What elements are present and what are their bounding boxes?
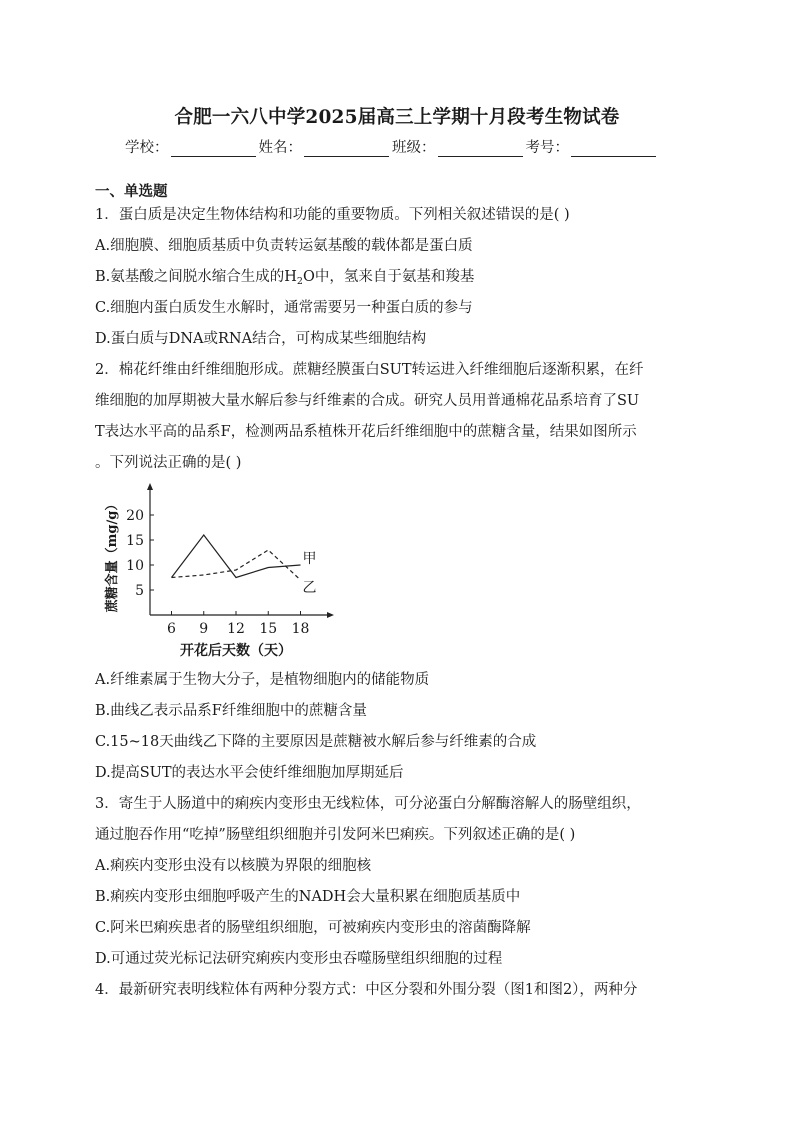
school-blank[interactable]	[171, 140, 256, 157]
series-line-1	[172, 535, 301, 578]
x-tick-label: 12	[227, 621, 245, 637]
series-line-2	[172, 550, 301, 580]
q2-stem-line4: 。下列说法正确的是( )	[95, 455, 242, 471]
q1-option-b-subscript: 2	[296, 276, 303, 287]
y-tick-label: 10	[126, 558, 144, 574]
q2-option-b: B.曲线乙表示品系F纤维细胞中的蔗糖含量	[95, 703, 367, 719]
name-label: 姓名：	[258, 140, 302, 156]
q3-stem-line2: 通过胞吞作用“吃掉”肠壁组织细胞并引发阿米巴痢疾。下列叙述正确的是( )	[95, 827, 576, 843]
q1-option-b-pre: B.氨基酸之间脱水缩合生成的H	[95, 269, 297, 285]
q1-option-a: A.细胞膜、细胞质基质中负责转运氨基酸的载体都是蛋白质	[95, 238, 473, 254]
y-axis-label: 蔗糖含量（mg/g）	[105, 497, 120, 613]
x-tick-label: 9	[199, 621, 209, 637]
y-axis-arrow	[147, 483, 153, 490]
school-label: 学校：	[125, 140, 169, 156]
x-tick-label: 18	[291, 621, 310, 637]
class-label: 班级：	[392, 140, 436, 156]
q1-option-b	[95, 267, 474, 292]
q2-option-d: D.提高SUT的表达水平会使纤维细胞加厚期延后	[95, 765, 404, 781]
q3-stem-line1: 3．寄生于人肠道中的痢疾内变形虫无线粒体，可分泌蛋白分解酶溶解人的肠壁组织，	[95, 796, 641, 812]
x-axis-label: 开花后天数（天）	[180, 643, 292, 659]
q2-option-c: C.15~18天曲线乙下降的主要原因是蔗糖被水解后参与纤维素的合成	[95, 734, 537, 750]
q2-stem-line3: T表达水平高的品系F，检测两品系植株开花后纤维细胞中的蔗糖含量，结果如图所示	[95, 424, 637, 440]
q3-option-a: A.痢疾内变形虫没有以核膜为界限的细胞核	[95, 858, 372, 874]
class-blank[interactable]	[438, 140, 523, 157]
student-info-row	[125, 136, 659, 157]
y-tick-label: 15	[126, 533, 144, 549]
q1-stem: 1．蛋白质是决定生物体结构和功能的重要物质。下列相关叙述错误的是( )	[95, 207, 570, 223]
x-tick-label: 6	[167, 621, 176, 637]
exam-no-blank[interactable]	[571, 140, 656, 157]
q1-option-d: D.蛋白质与DNA或RNA结合，可构成某些细胞结构	[95, 331, 427, 347]
q3-option-d: D.可通过荧光标记法研究痢疾内变形虫吞噬肠壁组织细胞的过程	[95, 951, 503, 967]
series-label-2: 乙	[302, 580, 317, 596]
q4-stem-line1: 4．最新研究表明线粒体有两种分裂方式：中区分裂和外围分裂（图1和图2），两种分	[95, 982, 638, 998]
q2-stem-line1: 2．棉花纤维由纤维细胞形成。蔗糖经膜蛋白SUT转运进入纤维细胞后逐渐积累，在纤	[95, 362, 644, 378]
q3-option-c: C.阿米巴痢疾患者的肠壁组织细胞，可被痢疾内变形虫的溶菌酶降解	[95, 920, 531, 936]
q2-option-a: A.纤维素属于生物大分子，是植物细胞内的储能物质	[95, 672, 430, 688]
x-axis-arrow	[327, 612, 334, 618]
q1-option-b-post: O中，氢来自于氨基和羧基	[302, 269, 475, 285]
page-title: 合肥一六八中学2025届高三上学期十月段考生物试卷	[174, 107, 620, 128]
series-label-1: 甲	[302, 551, 317, 567]
name-blank[interactable]	[304, 140, 389, 157]
exam-no-label: 考号：	[525, 140, 569, 156]
y-tick-label: 5	[135, 583, 144, 599]
y-tick-label: 20	[126, 508, 144, 524]
q1-option-c: C.细胞内蛋白质发生水解时，通常需要另一种蛋白质的参与	[95, 300, 473, 316]
q3-option-b: B.痢疾内变形虫细胞呼吸产生的NADH会大量积累在细胞质基质中	[95, 889, 521, 905]
section-heading: 一、单选题	[95, 183, 168, 200]
sucrose-chart	[100, 483, 340, 663]
q2-stem-line2: 维细胞的加厚期被大量水解后参与纤维素的合成。研究人员用普通棉花品系培育了SU	[95, 393, 640, 409]
x-tick-label: 15	[259, 621, 278, 637]
